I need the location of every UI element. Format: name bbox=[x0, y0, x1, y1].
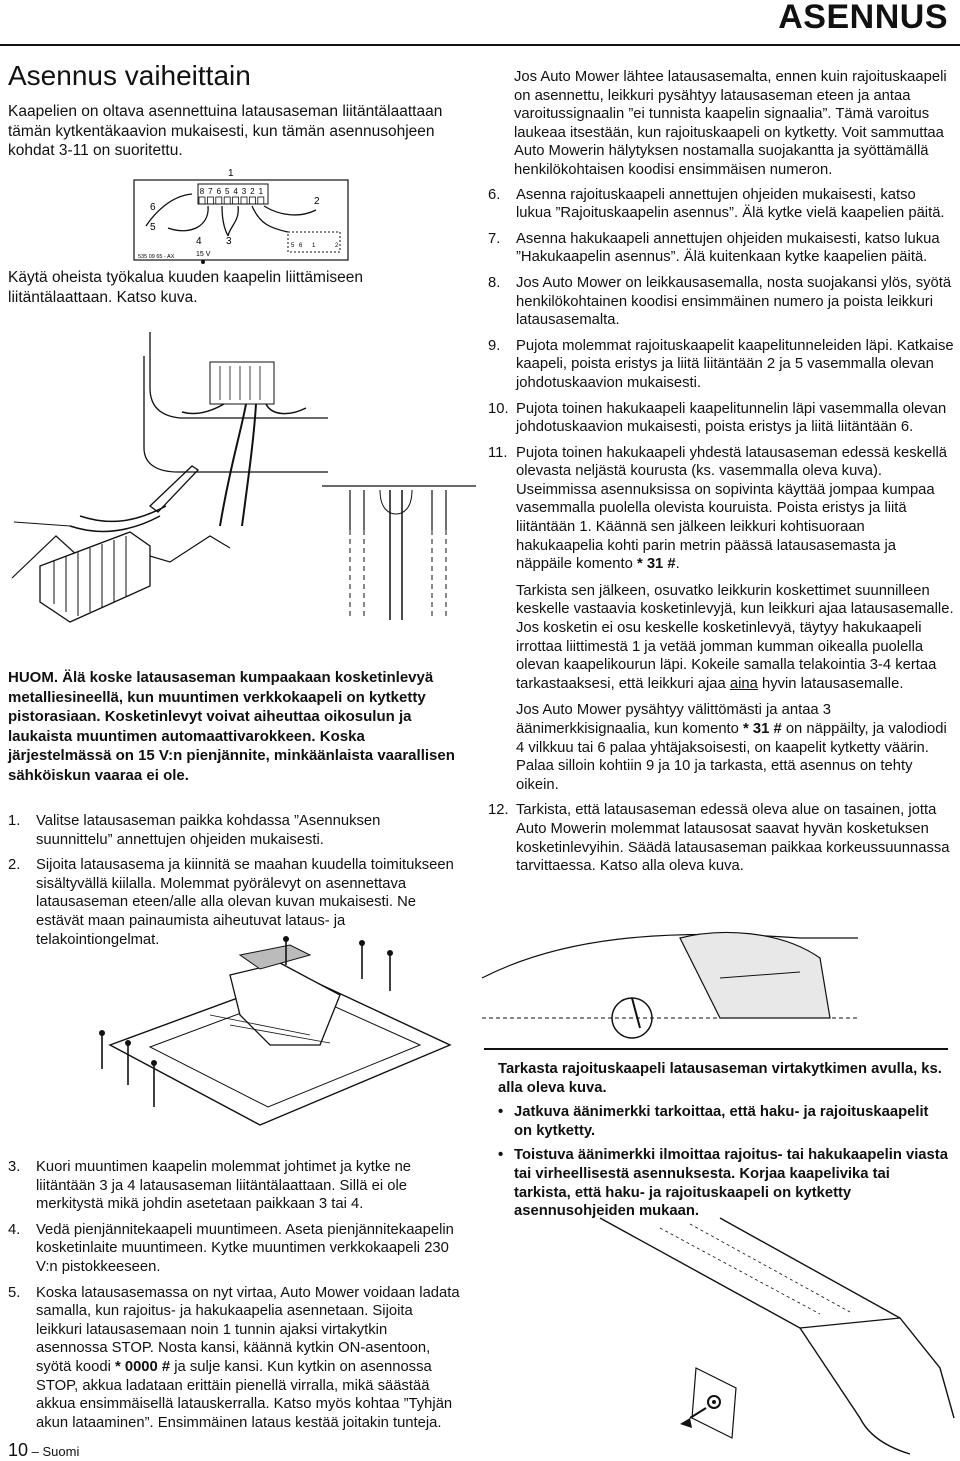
terminal-slot bbox=[216, 197, 222, 204]
list-item: 3. Kuori muuntimen kaapelin molemmat johtimet ja kytke ne liitäntään 3 ja 4 latausaseman liitäntälaattaan. Sillä ei ole merkitystä mikä johdin asetetaan paikkaan 3 tai 4. bbox=[8, 1159, 412, 1213]
terminal-number: 4 bbox=[233, 187, 238, 196]
page-number: 10 bbox=[8, 1440, 29, 1460]
right-intro: Jos Auto Mower lähtee latausasemalta, ennen kuin rajoituskaapeli on asennettu, leikkuri pysähtyy latausaseman eteen ja antaa varoitussignaalin ”ei tunnista kaapelin signaalia”. Tämä varoitus laukeaa itsestään, kun rajoituskaapeli on kytketty. Voit sammuttaa Auto Mowerin hälytyksen nostamalla suojakantta ja syöttämällä henkilökohtaisen koodisi ensimmäisen numeron. bbox=[514, 69, 947, 178]
terminal-number: 2 bbox=[250, 187, 255, 196]
switch-note bbox=[484, 1048, 948, 1227]
cable-groove-illustration bbox=[320, 470, 478, 630]
terminal-slot bbox=[233, 197, 239, 204]
list-item: • Jatkuva äänimerkki tarkoittaa, että haku- ja rajoituskaapelit on kytketty. bbox=[498, 1104, 929, 1139]
list-item: 6. Asenna rajoituskaapeli annettujen ohjeiden mukaisesti, katso lukua ”Rajoituskaapelin asennus”. Älä kytke vielä kaapelien päitä. bbox=[488, 186, 945, 222]
terminal-number-small: 2 bbox=[335, 243, 339, 249]
header-rule bbox=[0, 44, 960, 46]
diagram-label-1: 1 bbox=[228, 168, 234, 179]
list-item: 2. Sijoita latausasema ja kiinnitä se maahan kuudella toimitukseen sisältyvällä kiilalla. Molemmat pyörälevyt on asennettava latausaseman eteen/alle alla olevan kuvan mukaisesti. Ne estävät maan painaumista aiheutuvat lataus- ja telakointiongelmat. bbox=[8, 857, 454, 948]
footer-language: Suomi bbox=[42, 1444, 80, 1459]
warning-block bbox=[8, 668, 456, 786]
list-item: 12. Tarkista, että latausaseman edessä oleva alue on tasainen, jotta Auto Mowerin molemmat latausosat saavat hyvän kosketuksen kosketinlevyihin. Säädä latausaseman paikkaa korkeussuunnassa tarvittaessa. Katso alla oleva kuva. bbox=[488, 802, 950, 875]
terminal-number-small: 1 bbox=[312, 243, 316, 249]
list-item: • Toistuva äänimerkki ilmoittaa rajoitus- tai hakukaapelin viasta tai virheellisestä asennuksesta. Korjaa kaapelivika tai tarkista, että haku- ja rajoituskaapeli on kytketty asennusohjeiden mukaan. bbox=[498, 1147, 948, 1220]
terminal-slot bbox=[249, 197, 255, 204]
terminal-slot bbox=[241, 197, 247, 204]
list-item: 4. Vedä pienjännitekaapeli muuntimeen. Aseta pienjännitekaapelin kosketinlaite muuntimeen. Kytke muuntimen verkkokaapeli 230 V:n pistokkeeseen. bbox=[8, 1221, 454, 1275]
diagram-label-2: 2 bbox=[314, 196, 320, 207]
note-intro: Tarkasta rajoituskaapeli latausaseman virtakytkimen avulla, ks. alla oleva kuva. bbox=[498, 1061, 942, 1096]
lower-steps bbox=[8, 1158, 462, 1439]
diagram-label-5: 5 bbox=[150, 222, 156, 233]
terminal-number: 6 bbox=[216, 187, 222, 196]
terminal-connection-illustration bbox=[10, 326, 330, 650]
diagram-label-4: 4 bbox=[196, 236, 202, 247]
list-item: 10. Pujota toinen hakukaapeli kaapelitunnelin läpi vasemmalla olevan johdotuskaavion mukaisesti, poista eristys ja liitä liitäntään 6. bbox=[488, 400, 947, 436]
list-item: 7. Asenna hakukaapeli annettujen ohjeiden mukaisesti, katso lukua ”Hakukaapelin asennus”. Älä kuitenkaan kytke kaapelien päitä. bbox=[488, 230, 940, 266]
list-item: 5. Koska latausasemassa on nyt virtaa, Auto Mower voidaan ladata samalla, kun rajoitus- ja hakukaapelia asennetaan. Sijoita leikkuri latausasemaan noin 1 tunnin ajaksi virtakytkin asennossa STOP. Nosta kansi, käännä kytkin ON-asentoon, syötä koodi * 0000 # ja sulje kansi. Kun kytkin on asennossa STOP, akkua ladataan erittäin pienellä virralla, mikä säästää akkua ensimmäisellä latauskerralla. Katso myös kohtaa ”Tyhjän akun lataaminen”. Ensimmäinen lataus kestää joitakin tunteja. bbox=[8, 1284, 460, 1431]
code-text: * 0000 # bbox=[114, 1358, 171, 1375]
terminal-slot bbox=[199, 197, 205, 204]
terminal-slot bbox=[258, 197, 264, 204]
tool-paragraph: Käytä oheista työkalua kuuden kaapelin liittämiseen liitäntälaattaan. Katso kuva. bbox=[8, 269, 364, 306]
list-item: 9. Pujota molemmat rajoituskaapelit kaapelitunneleiden läpi. Katkaise kaapeli, poista eristys ja liitä liitäntään 2 ja 5 vasemmalla olevan johdotuskaavion mukaisesti. bbox=[488, 337, 954, 391]
list-item: 11. Pujota toinen hakukaapeli yhdestä latausaseman edessä keskellä olevasta neljästä kourusta (ks. vasemmalla oleva kuva). Useimmissa asennuksissa on sopivinta käyttää jompaa kumpaa vasemmalla puolella olevista kouruista. Poista eristys ja liitä liitäntään 1. Käännä sen jälkeen leikkuri kohtisuoraan hakukaapelia kohti parin metrin päässä latausasemasta ja näppäile komento * 31 #. Tarkista sen jälkeen, osuvatko leikkurin koskettimet suunnilleen keskelle vastaavia kosketinlevyjä, kun leikkuri ajaa latausasemalle. Jos kosketin ei osu keskelle kosketinlevyä, täytyy hakukaapeli irrottaa liittimestä 1 ja vetää jomman kumman oikealla puolella olevan kaapelikourun läpi. Kokeile samalla telakointia 3-4 kertaa tarkastaaksesi, että leikkuri ajaa aina hyvin latausasemalle. Jos Auto Mower pysähtyy välittömästi ja antaa 3 äänimerkkisignaalia, kun komento * 31 # on näppäilty, ja valodiodi 4 vilkkuu tai 6 palaa yhtäjaksoisesti, on kaapelit kytketty väärin. Palaa silloin kohtiin 9 ja 10 ja tarkasta, että asennus on tehty oikein. bbox=[488, 444, 954, 793]
terminal-slot bbox=[207, 197, 213, 204]
terminal-number-small: 5 bbox=[291, 243, 295, 249]
terminal-number-small: 6 bbox=[299, 243, 303, 249]
page-title: ASENNUS bbox=[778, 0, 948, 36]
terminal-number: 3 bbox=[241, 187, 247, 196]
terminal-slot bbox=[224, 197, 230, 204]
diagram-label-6: 6 bbox=[150, 202, 156, 213]
warning-lead: HUOM. bbox=[8, 669, 58, 686]
intro-paragraph: Kaapelien on oltava asennettuina latausaseman liitäntälaattaan tämän kytkentäkaavion mukaisesti, kun tämän asennusohjeen kohdat 3-11 on suoritettu. bbox=[8, 103, 443, 159]
section-title: Asennus vaiheittain bbox=[8, 60, 251, 91]
mower-station-illustration bbox=[480, 918, 860, 1038]
station-anchoring-illustration bbox=[90, 935, 470, 1135]
station-switch-illustration bbox=[600, 1218, 956, 1458]
terminal-number: 1 bbox=[258, 187, 264, 196]
wiring-diagram bbox=[130, 166, 352, 266]
diagram-code: 535 09 65 - AX bbox=[138, 254, 175, 260]
list-item: 8. Jos Auto Mower on leikkausasemalla, nosta suojakansi ylös, syötä henkilökohtainen koodisi ensimmäinen numero ja poista leikkuri latausasemalta. bbox=[488, 274, 952, 329]
diagram-voltage: 15 V bbox=[196, 251, 211, 258]
diagram-label-3: 3 bbox=[226, 236, 232, 247]
terminal-number: 8 bbox=[199, 187, 205, 196]
right-column bbox=[484, 68, 954, 883]
page-footer: 10 – Suomi bbox=[8, 1440, 80, 1460]
right-steps bbox=[484, 186, 954, 876]
terminal-number: 7 bbox=[208, 187, 213, 196]
warning-text: Älä koske latausaseman kumpaakaan kosketinlevyä metalliesineellä, kun muuntimen verkkokaapeli on kytketty pistorasiaan. Kosketinlevyt voivat aiheuttaa oikosulun ja laukaista muuntimen automaattivarokkeen. Koska järjestelmässä on 15 V:n pienjännite, minkäänlaista vaarallisen sähköiskun vaaraa ei ole. bbox=[8, 669, 455, 784]
terminal-number: 5 bbox=[224, 187, 230, 196]
list-item: 1. Valitse latausaseman paikka kohdassa ”Asennuksen suunnittelu” annettujen ohjeiden mukaisesti. bbox=[8, 813, 381, 848]
